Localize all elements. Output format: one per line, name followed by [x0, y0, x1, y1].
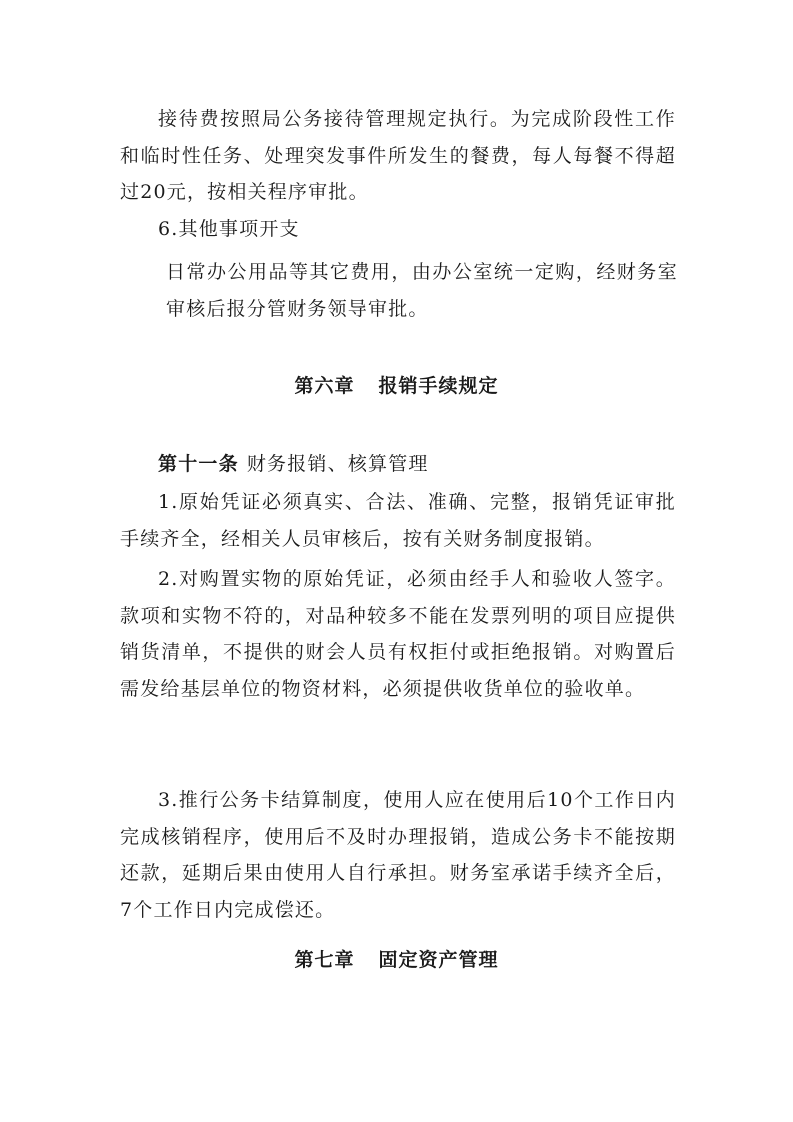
article-11-heading [120, 446, 676, 483]
paragraph-office-supplies: 日常办公用品等其它费用，由办公室统一定购，经财务室审核后报分管财务领导审批。 [166, 261, 678, 320]
chapter-7-title: 固定资产管理 [378, 949, 499, 971]
article-11-item-1: 1.原始凭证必须真实、合法、准确、完整，报销凭证审批手续齐全，经相关人员审核后，按有关财务制度报销。 [120, 491, 676, 550]
chapter-6-number: 第六章 [294, 375, 355, 397]
article-11-item-3: 3.推行公务卡结算制度，使用人应在使用后10个工作日内完成核销程序，使用后不及时办理报销，造成公务卡不能按期还款，延期后果由使用人自行承担。财务室承诺手续齐全后，7个工作日内完成偿还。 [120, 789, 676, 921]
paragraph-reception-fees: 接待费按照局公务接待管理规定执行。为完成阶段性工作和临时性任务、处理突发事件所发生的餐费，每人每餐不得超过20元，按相关程序审批。 [120, 108, 676, 203]
article-11-label: 第十一条 [158, 453, 239, 475]
chapter-6-heading [0, 371, 793, 398]
chapter-6-title: 报销手续规定 [378, 375, 499, 397]
item-other-expenses: 6.其他事项开支 [158, 218, 300, 240]
article-11-title: 财务报销、核算管理 [246, 453, 429, 475]
article-11-item-2: 2.对购置实物的原始凭证，必须由经手人和验收人签字。款项和实物不符的，对品种较多不能在发票列明的项目应提供销货清单，不提供的财会人员有权拒付或拒绝报销。对购置后需发给基层单位的物资材料，必须提供收货单位的验收单。 [120, 568, 676, 700]
chapter-7-heading [0, 945, 793, 972]
chapter-7-number: 第七章 [294, 949, 355, 971]
